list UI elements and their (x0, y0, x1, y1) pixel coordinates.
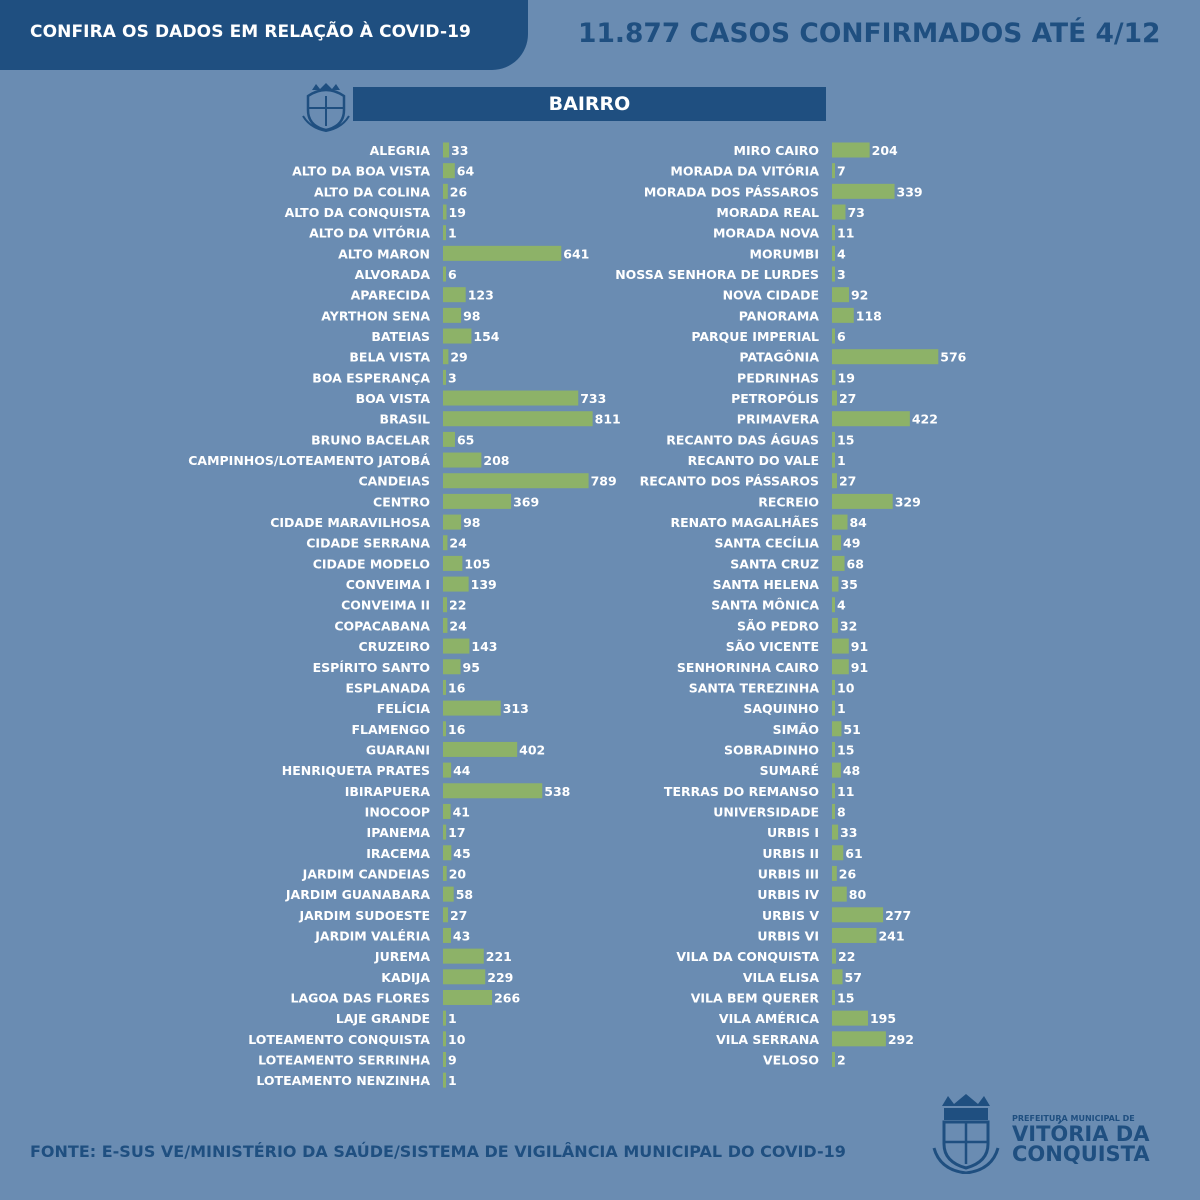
category-label-1-42: VILA AMÉRICA (718, 1011, 819, 1027)
bar-0-24 (443, 639, 469, 654)
category-label-1-43: VILA SERRANA (716, 1031, 819, 1047)
category-label-0-30: HENRIQUETA PRATES (281, 763, 430, 779)
category-label-1-3: MORADA REAL (716, 205, 819, 221)
bar-0-42 (443, 1011, 446, 1026)
category-label-0-4: ALTO DA VITÓRIA (309, 225, 430, 241)
bar-1-2 (832, 184, 895, 199)
value-label-0-38: 43 (452, 928, 471, 944)
value-label-1-3: 73 (847, 205, 865, 221)
value-label-0-13: 811 (594, 411, 621, 427)
bar-0-37 (443, 907, 448, 922)
bar-1-32 (832, 804, 835, 819)
category-label-0-36: JARDIM GUANABARA (285, 887, 430, 903)
category-label-1-27: SAQUINHO (743, 701, 819, 717)
source-footer: FONTE: E-SUS VE/MINISTÉRIO DA SAÚDE/SISTEMA DE VIGILÂNCIA MUNICIPAL DO COVID-19 (30, 1142, 846, 1161)
bar-0-14 (443, 432, 455, 447)
value-label-0-39: 221 (485, 949, 512, 965)
bar-0-34 (443, 845, 451, 860)
value-label-0-15: 208 (483, 453, 510, 469)
bar-1-5 (832, 246, 835, 261)
category-label-0-38: JARDIM VALÉRIA (315, 928, 430, 944)
value-label-1-21: 35 (840, 577, 858, 593)
category-label-1-15: RECANTO DO VALE (687, 453, 819, 469)
value-label-0-8: 98 (463, 308, 481, 324)
category-label-1-35: URBIS III (757, 866, 819, 882)
bar-0-35 (443, 866, 447, 881)
bar-0-23 (443, 618, 447, 633)
value-label-1-40: 57 (844, 969, 862, 985)
category-label-1-19: SANTA CECÍLIA (714, 535, 819, 551)
value-label-1-20: 68 (846, 556, 864, 572)
value-label-0-21: 139 (470, 577, 497, 593)
bar-0-26 (443, 680, 446, 695)
bar-0-20 (443, 556, 462, 571)
cases-headline: 11.877 CASOS CONFIRMADOS ATÉ 4/12 (578, 18, 1161, 49)
bar-0-45 (443, 1073, 446, 1088)
category-label-1-13: PRIMAVERA (736, 411, 819, 427)
bar-0-18 (443, 515, 461, 530)
value-label-0-14: 65 (456, 432, 475, 448)
category-label-1-26: SANTA TEREZINHA (688, 680, 819, 696)
category-label-1-36: URBIS IV (757, 887, 819, 903)
value-label-0-44: 9 (448, 1052, 457, 1068)
value-label-1-35: 26 (838, 866, 857, 882)
category-label-1-38: URBIS VI (757, 928, 819, 944)
value-label-1-41: 15 (837, 990, 855, 1006)
value-label-1-17: 329 (894, 494, 921, 510)
bar-1-39 (832, 949, 836, 964)
value-label-0-24: 143 (471, 639, 498, 655)
bar-0-17 (443, 494, 511, 509)
bar-1-16 (832, 473, 837, 488)
category-label-1-22: SANTA MÔNICA (711, 597, 819, 613)
value-label-1-30: 48 (842, 763, 861, 779)
category-label-0-24: CRUZEIRO (358, 639, 430, 655)
bar-0-9 (443, 329, 471, 344)
value-label-1-9: 6 (837, 329, 846, 345)
bar-1-15 (832, 453, 835, 468)
value-label-1-28: 51 (843, 721, 861, 737)
value-label-1-13: 422 (911, 411, 938, 427)
value-label-1-6: 3 (837, 267, 846, 283)
category-label-0-29: GUARANI (365, 742, 430, 758)
bar-0-21 (443, 577, 469, 592)
bar-1-26 (832, 680, 835, 695)
category-label-0-34: IRACEMA (366, 845, 430, 861)
category-label-0-40: KADIJA (381, 969, 430, 985)
value-label-1-24: 91 (850, 639, 869, 655)
bar-0-31 (443, 783, 542, 798)
category-label-1-7: NOVA CIDADE (722, 287, 819, 303)
value-label-0-45: 1 (448, 1073, 457, 1089)
category-label-0-5: ALTO MARON (338, 246, 430, 262)
value-label-0-6: 6 (448, 267, 457, 283)
value-label-0-33: 17 (448, 825, 466, 841)
bar-1-23 (832, 618, 838, 633)
category-label-0-31: IBIRAPUERA (344, 783, 430, 799)
bar-0-29 (443, 742, 517, 757)
category-label-0-13: BRASIL (379, 411, 430, 427)
category-label-0-44: LOTEAMENTO SERRINHA (258, 1052, 430, 1068)
value-label-0-17: 369 (513, 494, 540, 510)
bar-1-9 (832, 329, 835, 344)
category-label-0-1: ALTO DA BOA VISTA (292, 163, 430, 179)
value-label-1-0: 204 (871, 143, 898, 158)
category-label-1-17: RECREIO (758, 494, 819, 510)
bar-0-27 (443, 701, 501, 716)
category-label-0-12: BOA VISTA (355, 391, 430, 407)
bar-0-28 (443, 721, 446, 736)
value-label-0-42: 1 (448, 1011, 457, 1027)
bar-0-13 (443, 411, 593, 426)
bar-1-25 (832, 659, 849, 674)
bar-0-8 (443, 308, 461, 323)
bar-1-19 (832, 535, 841, 550)
value-label-0-19: 24 (449, 535, 467, 551)
category-label-0-19: CIDADE SERRANA (306, 535, 430, 551)
value-label-1-26: 10 (837, 680, 855, 696)
bar-0-7 (443, 287, 466, 302)
category-label-0-2: ALTO DA COLINA (313, 184, 430, 200)
bar-1-14 (832, 432, 835, 447)
bar-1-34 (832, 845, 843, 860)
category-label-0-17: CENTRO (373, 494, 430, 510)
value-label-0-32: 41 (452, 804, 470, 820)
value-label-1-27: 1 (837, 701, 846, 717)
category-label-1-20: SANTA CRUZ (730, 556, 819, 572)
bar-1-8 (832, 308, 854, 323)
category-label-0-18: CIDADE MARAVILHOSA (270, 515, 430, 531)
category-label-1-9: PARQUE IMPERIAL (691, 329, 819, 345)
bar-1-43 (832, 1031, 886, 1046)
category-label-1-0: MIRO CAIRO (733, 143, 819, 158)
category-label-0-32: INOCOOP (364, 804, 430, 820)
value-label-1-12: 27 (838, 391, 857, 407)
bar-0-0 (443, 143, 449, 158)
bar-0-38 (443, 928, 451, 943)
category-label-1-30: SUMARÉ (759, 763, 819, 779)
bar-0-15 (443, 453, 481, 468)
bar-1-28 (832, 721, 841, 736)
category-label-0-6: ALVORADA (354, 267, 430, 283)
category-label-1-5: MORUMBI (749, 246, 819, 262)
category-label-1-40: VILA ELISA (742, 969, 819, 985)
bar-1-42 (832, 1011, 868, 1026)
value-label-0-22: 22 (449, 597, 467, 613)
bar-1-17 (832, 494, 893, 509)
value-label-1-33: 33 (840, 825, 858, 841)
value-label-1-18: 84 (849, 515, 867, 531)
value-label-1-42: 195 (869, 1011, 897, 1027)
value-label-0-5: 641 (563, 246, 590, 262)
category-label-1-16: RECANTO DOS PÁSSAROS (639, 473, 819, 489)
category-label-0-42: LAJE GRANDE (335, 1011, 430, 1027)
category-label-1-8: PANORAMA (738, 308, 819, 324)
value-label-0-29: 402 (519, 742, 546, 758)
value-label-0-40: 229 (487, 969, 514, 985)
category-label-1-33: URBIS I (767, 825, 819, 841)
value-label-1-34: 61 (845, 845, 863, 861)
category-label-0-37: JARDIM SUDOESTE (299, 907, 430, 923)
bar-1-38 (832, 928, 876, 943)
value-label-1-36: 80 (848, 887, 867, 903)
bar-1-24 (832, 639, 849, 654)
bar-1-18 (832, 515, 847, 530)
category-label-1-12: PETROPÓLIS (731, 391, 819, 407)
category-label-1-24: SÃO VICENTE (725, 639, 819, 655)
value-label-1-29: 15 (837, 742, 855, 758)
bar-0-41 (443, 990, 492, 1005)
bar-0-44 (443, 1052, 446, 1067)
category-label-0-14: BRUNO BACELAR (311, 432, 430, 448)
bar-0-3 (443, 205, 447, 220)
value-label-0-3: 19 (448, 205, 466, 221)
category-label-1-41: VILA BEM QUERER (690, 990, 819, 1006)
bar-1-37 (832, 907, 883, 922)
bar-1-29 (832, 742, 835, 757)
bar-0-10 (443, 349, 448, 364)
bar-1-33 (832, 825, 838, 840)
value-label-1-22: 4 (837, 597, 846, 613)
value-label-0-2: 26 (449, 184, 468, 200)
value-label-0-1: 64 (456, 163, 475, 179)
category-label-0-23: COPACABANA (334, 618, 430, 634)
bar-1-0 (832, 143, 870, 158)
value-label-1-10: 576 (940, 349, 967, 365)
bar-0-6 (443, 267, 446, 282)
category-label-1-21: SANTA HELENA (712, 577, 819, 593)
bar-1-30 (832, 763, 841, 778)
bar-1-13 (832, 411, 910, 426)
value-label-0-7: 123 (467, 287, 494, 303)
value-label-1-7: 92 (850, 287, 869, 303)
value-label-0-0: 33 (451, 143, 469, 158)
value-label-0-31: 538 (544, 783, 571, 799)
value-label-1-39: 22 (838, 949, 856, 965)
logo-title: VITÓRIA DA CONQUISTA (1012, 1122, 1150, 1166)
value-label-0-16: 789 (590, 473, 617, 489)
category-label-1-4: MORADA NOVA (712, 225, 819, 241)
category-label-0-43: LOTEAMENTO CONQUISTA (248, 1031, 430, 1047)
bar-1-44 (832, 1052, 835, 1067)
category-label-0-7: APARECIDA (350, 287, 430, 303)
value-label-1-15: 1 (837, 453, 846, 469)
value-label-0-9: 154 (473, 329, 500, 345)
category-label-1-34: URBIS II (762, 845, 819, 861)
bar-0-32 (443, 804, 451, 819)
value-label-1-14: 15 (837, 432, 855, 448)
bar-0-5 (443, 246, 561, 261)
category-label-1-25: SENHORINHA CAIRO (676, 659, 819, 675)
category-label-1-29: SOBRADINHO (723, 742, 819, 758)
section-title: BAIRRO (548, 93, 631, 115)
category-label-1-11: PEDRINHAS (737, 370, 819, 386)
bar-1-40 (832, 969, 843, 984)
category-label-1-37: URBIS V (762, 907, 819, 923)
bar-1-7 (832, 287, 849, 302)
category-label-0-41: LAGOA DAS FLORES (290, 990, 430, 1006)
value-label-1-2: 339 (896, 184, 923, 200)
category-label-1-32: UNIVERSIDADE (713, 804, 819, 820)
bar-0-22 (443, 597, 447, 612)
bar-0-19 (443, 535, 447, 550)
value-label-1-1: 7 (837, 163, 846, 179)
category-label-1-31: TERRAS DO REMANSO (663, 783, 819, 799)
value-label-0-28: 16 (448, 721, 466, 737)
value-label-0-26: 16 (448, 680, 466, 696)
bar-1-21 (832, 577, 838, 592)
value-label-0-4: 1 (448, 225, 457, 241)
category-label-1-1: MORADA DA VITÓRIA (670, 163, 819, 179)
city-logo-icon (930, 1088, 1002, 1174)
value-label-1-8: 118 (855, 308, 882, 324)
category-label-0-45: LOTEAMENTO NENZINHA (256, 1073, 430, 1089)
bar-1-3 (832, 205, 845, 220)
bar-1-20 (832, 556, 845, 571)
value-label-0-27: 313 (502, 701, 529, 717)
bar-0-16 (443, 473, 589, 488)
category-label-0-39: JUREMA (374, 949, 430, 965)
category-label-1-23: SÃO PEDRO (737, 618, 819, 634)
category-label-1-18: RENATO MAGALHÃES (670, 515, 819, 531)
category-label-1-14: RECANTO DAS ÁGUAS (666, 432, 819, 448)
bar-0-2 (443, 184, 448, 199)
value-label-0-11: 3 (448, 370, 457, 386)
category-label-1-2: MORADA DOS PÁSSAROS (643, 184, 819, 200)
bar-1-27 (832, 701, 835, 716)
bar-1-22 (832, 597, 835, 612)
bar-0-11 (443, 370, 446, 385)
bar-0-40 (443, 969, 485, 984)
logo-subtitle: PREFEITURA MUNICIPAL DE (1012, 1114, 1135, 1123)
category-label-0-20: CIDADE MODELO (312, 556, 430, 572)
bar-1-41 (832, 990, 835, 1005)
bar-0-1 (443, 163, 455, 178)
category-label-1-28: SIMÃO (772, 721, 819, 737)
category-label-0-9: BATEIAS (371, 329, 430, 345)
value-label-1-11: 19 (837, 370, 855, 386)
value-label-0-37: 27 (449, 907, 468, 923)
bar-0-12 (443, 391, 578, 406)
bar-0-30 (443, 763, 451, 778)
value-label-1-23: 32 (839, 618, 858, 634)
value-label-1-43: 292 (887, 1031, 914, 1047)
value-label-0-18: 98 (463, 515, 481, 531)
bar-0-36 (443, 887, 454, 902)
value-label-0-30: 44 (453, 763, 471, 779)
bar-0-43 (443, 1031, 446, 1046)
value-label-1-37: 277 (885, 907, 912, 923)
bar-0-39 (443, 949, 484, 964)
category-label-1-39: VILA DA CONQUISTA (676, 949, 819, 965)
bar-0-25 (443, 659, 461, 674)
category-label-0-33: IPANEMA (366, 825, 430, 841)
value-label-0-12: 733 (580, 391, 607, 407)
category-label-0-8: AYRTHON SENA (321, 308, 430, 324)
category-label-0-11: BOA ESPERANÇA (312, 370, 430, 386)
category-label-1-6: NOSSA SENHORA DE LURDES (615, 267, 819, 283)
value-label-1-25: 91 (850, 659, 869, 675)
category-label-0-16: CANDEIAS (358, 473, 430, 489)
value-label-0-20: 105 (464, 556, 491, 572)
bar-1-10 (832, 349, 938, 364)
category-label-1-44: VELOSO (763, 1052, 819, 1068)
bar-1-35 (832, 866, 837, 881)
value-label-0-25: 95 (462, 659, 480, 675)
value-label-0-36: 58 (455, 887, 474, 903)
value-label-0-34: 45 (453, 845, 471, 861)
bar-1-6 (832, 267, 835, 282)
bar-1-36 (832, 887, 847, 902)
value-label-1-5: 4 (837, 246, 846, 262)
bar-0-4 (443, 225, 446, 240)
category-label-0-3: ALTO DA CONQUISTA (284, 205, 430, 221)
bar-1-11 (832, 370, 836, 385)
value-label-1-44: 2 (837, 1052, 846, 1068)
category-label-0-25: ESPÍRITO SANTO (312, 659, 430, 675)
header-tab-title: CONFIRA OS DADOS EM RELAÇÃO À COVID-19 (30, 22, 471, 42)
category-label-0-27: FELÍCIA (376, 701, 430, 717)
value-label-1-31: 11 (837, 783, 855, 799)
category-label-0-26: ESPLANADA (345, 680, 430, 696)
value-label-1-38: 241 (878, 928, 905, 944)
bar-1-31 (832, 783, 835, 798)
category-label-0-15: CAMPINHOS/LOTEAMENTO JATOBÁ (188, 453, 430, 469)
category-label-0-28: FLAMENGO (351, 721, 430, 737)
bar-1-4 (832, 225, 835, 240)
value-label-0-35: 20 (448, 866, 467, 882)
bar-1-12 (832, 391, 837, 406)
value-label-0-23: 24 (449, 618, 467, 634)
value-label-1-32: 8 (837, 804, 846, 820)
bar-0-33 (443, 825, 446, 840)
value-label-1-4: 11 (837, 225, 855, 241)
category-label-0-35: JARDIM CANDEIAS (302, 866, 430, 882)
category-label-1-10: PATAGÔNIA (739, 349, 819, 365)
value-label-1-16: 27 (838, 473, 857, 489)
value-label-0-41: 266 (494, 990, 521, 1006)
category-label-0-0: ALEGRIA (369, 143, 430, 158)
value-label-1-19: 49 (843, 535, 861, 551)
value-label-0-43: 10 (448, 1031, 466, 1047)
bar-1-1 (832, 163, 835, 178)
category-label-0-10: BELA VISTA (349, 349, 430, 365)
category-label-0-21: CONVEIMA I (345, 577, 430, 593)
category-label-0-22: CONVEIMA II (341, 597, 430, 613)
value-label-0-10: 29 (450, 349, 468, 365)
